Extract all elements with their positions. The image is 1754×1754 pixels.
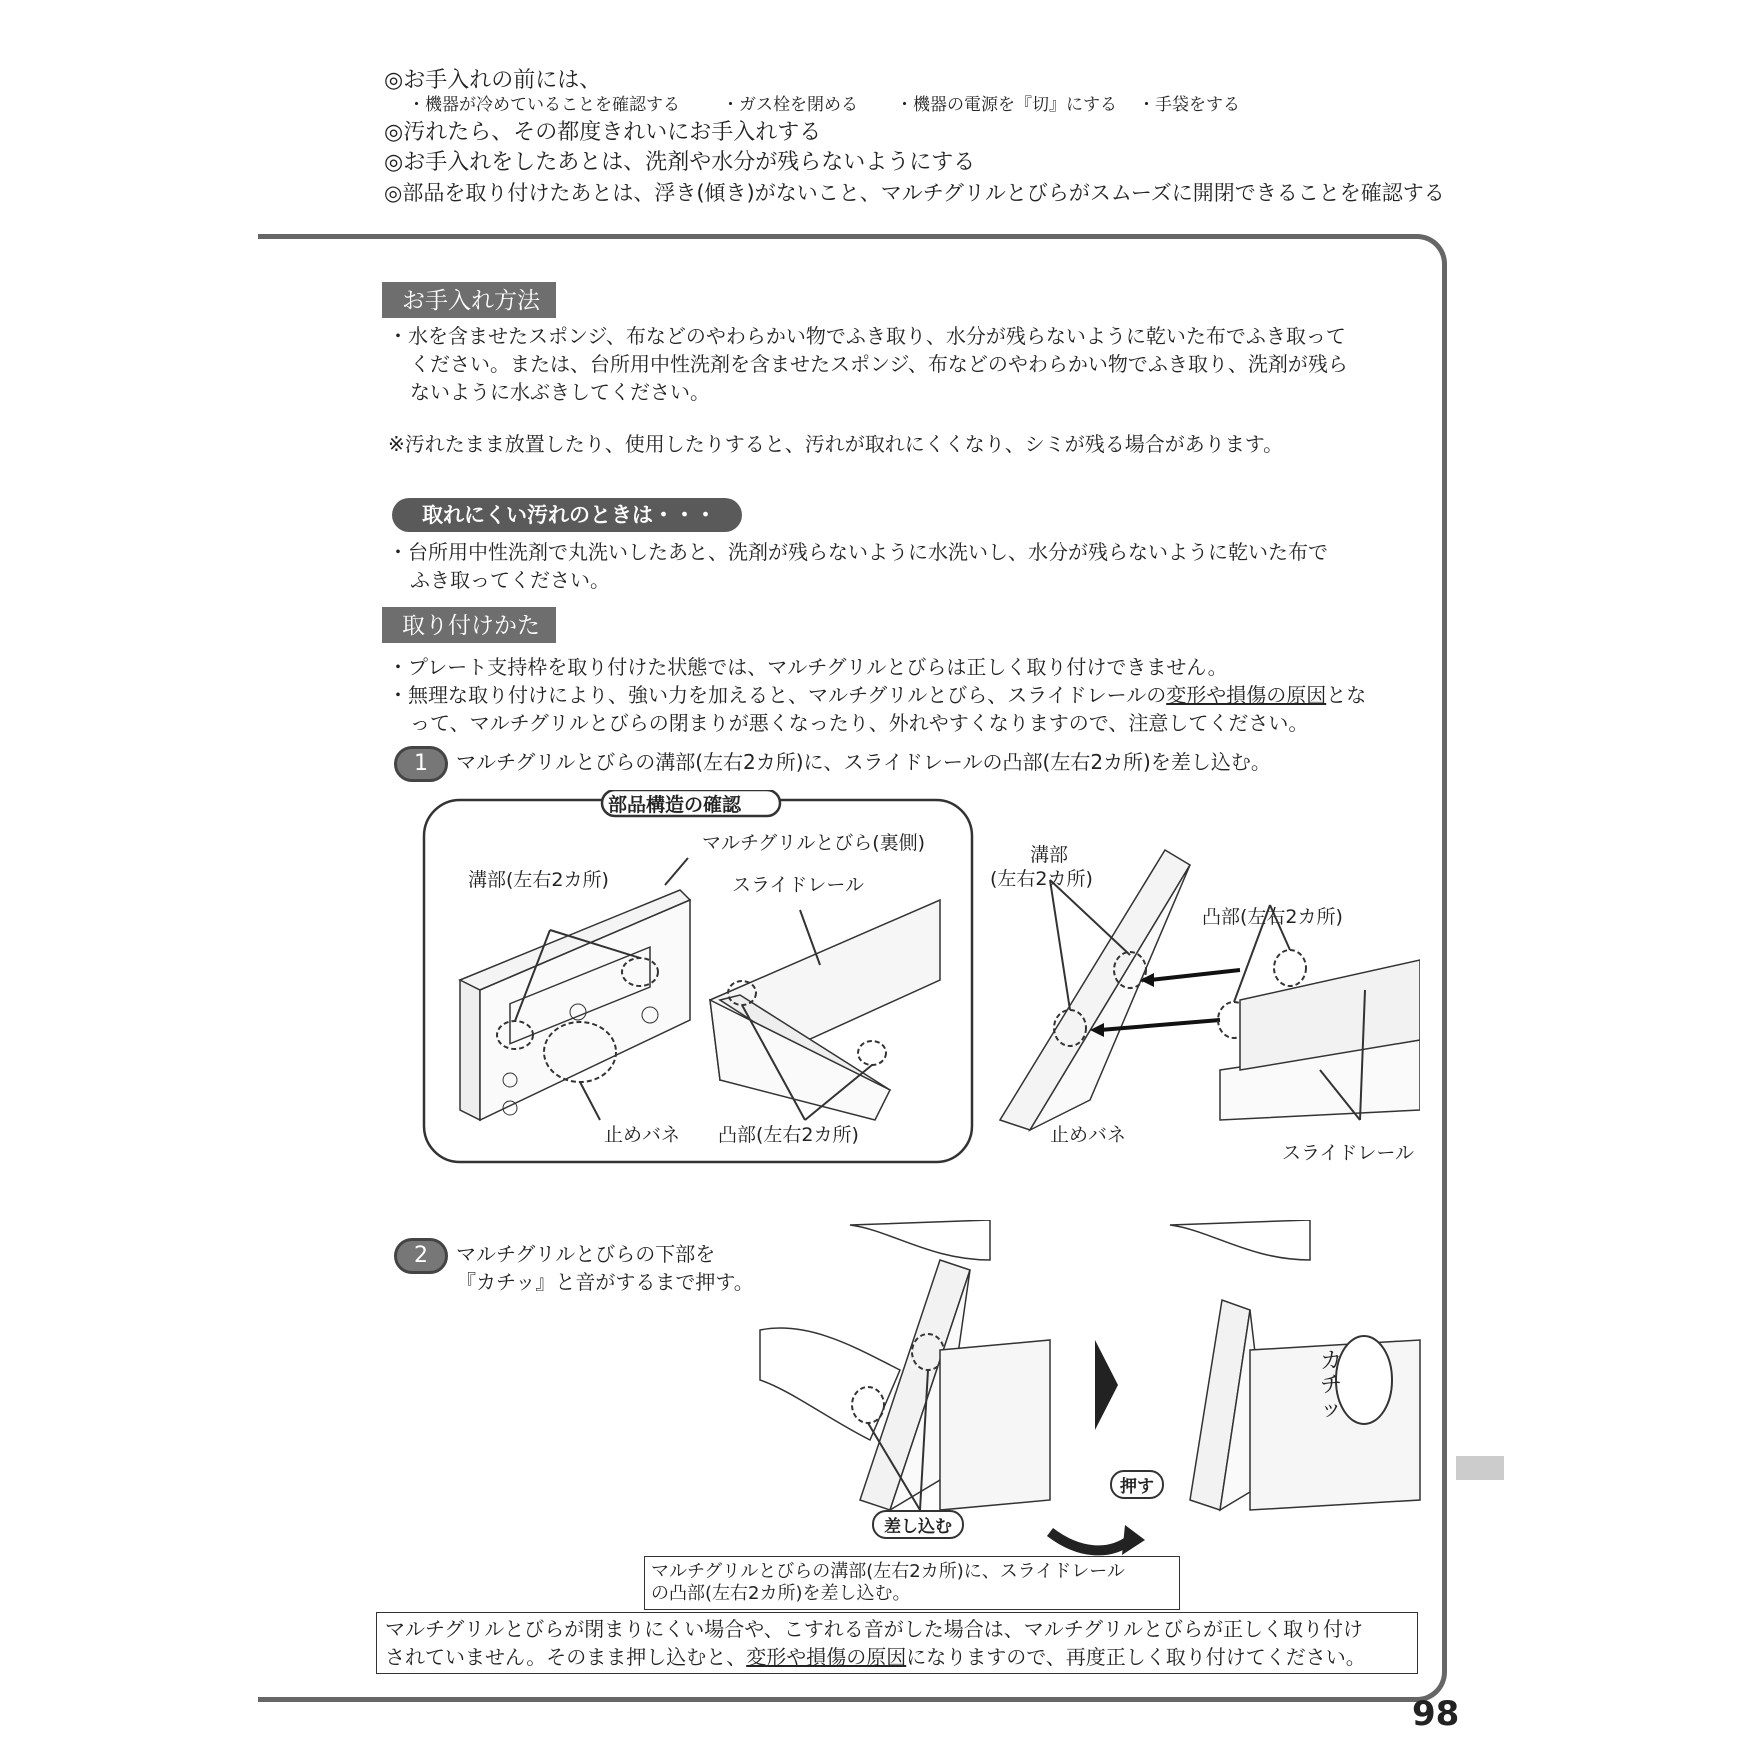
- care-note: ※汚れたまま放置したり、使用したりすると、汚れが取れにくくなり、シミが残る場合があります。: [388, 432, 1284, 456]
- step-1-number: 1: [394, 746, 448, 782]
- precaution-sub-1: ・機器が冷めていることを確認する: [408, 95, 680, 115]
- precaution-line-1: ◎お手入れの前には、: [384, 68, 602, 93]
- precaution-sub-3: ・機器の電源を『切』にする: [896, 95, 1117, 115]
- label-protrusion-2: 凸部(左右2カ所): [1202, 906, 1343, 928]
- section-heading-install: 取り付けかた: [382, 607, 556, 643]
- page-number: 98: [1412, 1694, 1460, 1734]
- label-push: 押す: [1110, 1470, 1164, 1499]
- step-2-text-2: 『カチッ』と音がするまで押す。: [456, 1270, 754, 1294]
- label-stopper-spring: 止めバネ: [604, 1124, 681, 1146]
- install-bullet-2: ・無理な取り付けにより、強い力を加えると、マルチグリルとびら、スライドレールの変形や損傷の原因とな: [388, 683, 1367, 707]
- insert-callout: マルチグリルとびらの溝部(左右2カ所)に、スライドレール の凸部(左右2カ所)を差し込む。: [644, 1556, 1180, 1610]
- precaution-sub-4: ・手袋をする: [1138, 95, 1240, 115]
- label-groove: 溝部(左右2カ所): [468, 869, 609, 891]
- stubborn-line-1: ・台所用中性洗剤で丸洗いしたあと、洗剤が残らないように水洗いし、水分が残らないように乾いた布で: [388, 540, 1328, 564]
- section-heading-care: お手入れ方法: [382, 282, 556, 318]
- label-slide-rail-2: スライドレール: [1282, 1142, 1415, 1164]
- precaution-line-4: ◎部品を取り付けたあとは、浮き(傾き)がないこと、マルチグリルとびらがスムーズに開閉できることを確認する: [384, 181, 1445, 205]
- label-click-1: カ: [1320, 1349, 1343, 1374]
- label-click-3: ッ: [1320, 1397, 1343, 1422]
- label-click-2: チ: [1320, 1373, 1343, 1398]
- step-2-text-1: マルチグリルとびらの下部を: [456, 1242, 716, 1266]
- label-insert: 差し込む: [872, 1510, 964, 1539]
- care-bullet-line-1: ・水を含ませたスポンジ、布などのやわらかい物でふき取り、水分が残らないように乾いた布でふき取って: [388, 324, 1346, 348]
- label-protrusion: 凸部(左右2カ所): [718, 1124, 859, 1146]
- stubborn-stain-heading: 取れにくい汚れのときは・・・: [392, 498, 742, 532]
- install-bullet-1: ・プレート支持枠を取り付けた状態では、マルチグリルとびらは正しく取り付けできません。: [388, 655, 1228, 679]
- warning-box: マルチグリルとびらが閉まりにくい場合や、こすれる音がした場合は、マルチグリルとびらが正しく取り付け されていません。そのまま押し込むと、変形や損傷の原因になりますので、再度正しく取り付けてください。: [376, 1612, 1418, 1674]
- side-index-tab: [1456, 1456, 1504, 1480]
- label-stopper-spring-2: 止めバネ: [1050, 1124, 1127, 1146]
- care-bullet-line-2: ください。または、台所用中性洗剤を含ませたスポンジ、布などのやわらかい物でふき取り、洗剤が残ら: [410, 352, 1348, 376]
- precaution-line-3: ◎お手入れをしたあとは、洗剤や水分が残らないようにする: [384, 150, 976, 175]
- install-bullet-2-cont: って、マルチグリルとびらの閉まりが悪くなったり、外れやすくなりますので、注意してください。: [410, 711, 1309, 735]
- label-groove-2a: 溝部: [1030, 844, 1069, 866]
- step-1-text: マルチグリルとびらの溝部(左右2カ所)に、スライドレールの凸部(左右2カ所)を差し込む。: [456, 750, 1271, 774]
- precaution-line-2: ◎汚れたら、その都度きれいにお手入れする: [384, 120, 822, 145]
- precaution-sub-2: ・ガス栓を閉める: [722, 95, 858, 115]
- label-door-back: マルチグリルとびら(裏側): [702, 832, 926, 854]
- care-bullet-line-3: ないように水ぶきしてください。: [410, 380, 710, 404]
- stubborn-line-2: ふき取ってください。: [410, 568, 610, 592]
- step-2-number: 2: [394, 1238, 448, 1274]
- parts-box-title: 部品構造の確認: [608, 794, 742, 816]
- label-groove-2b: (左右2カ所): [990, 868, 1093, 890]
- label-slide-rail: スライドレール: [732, 874, 865, 896]
